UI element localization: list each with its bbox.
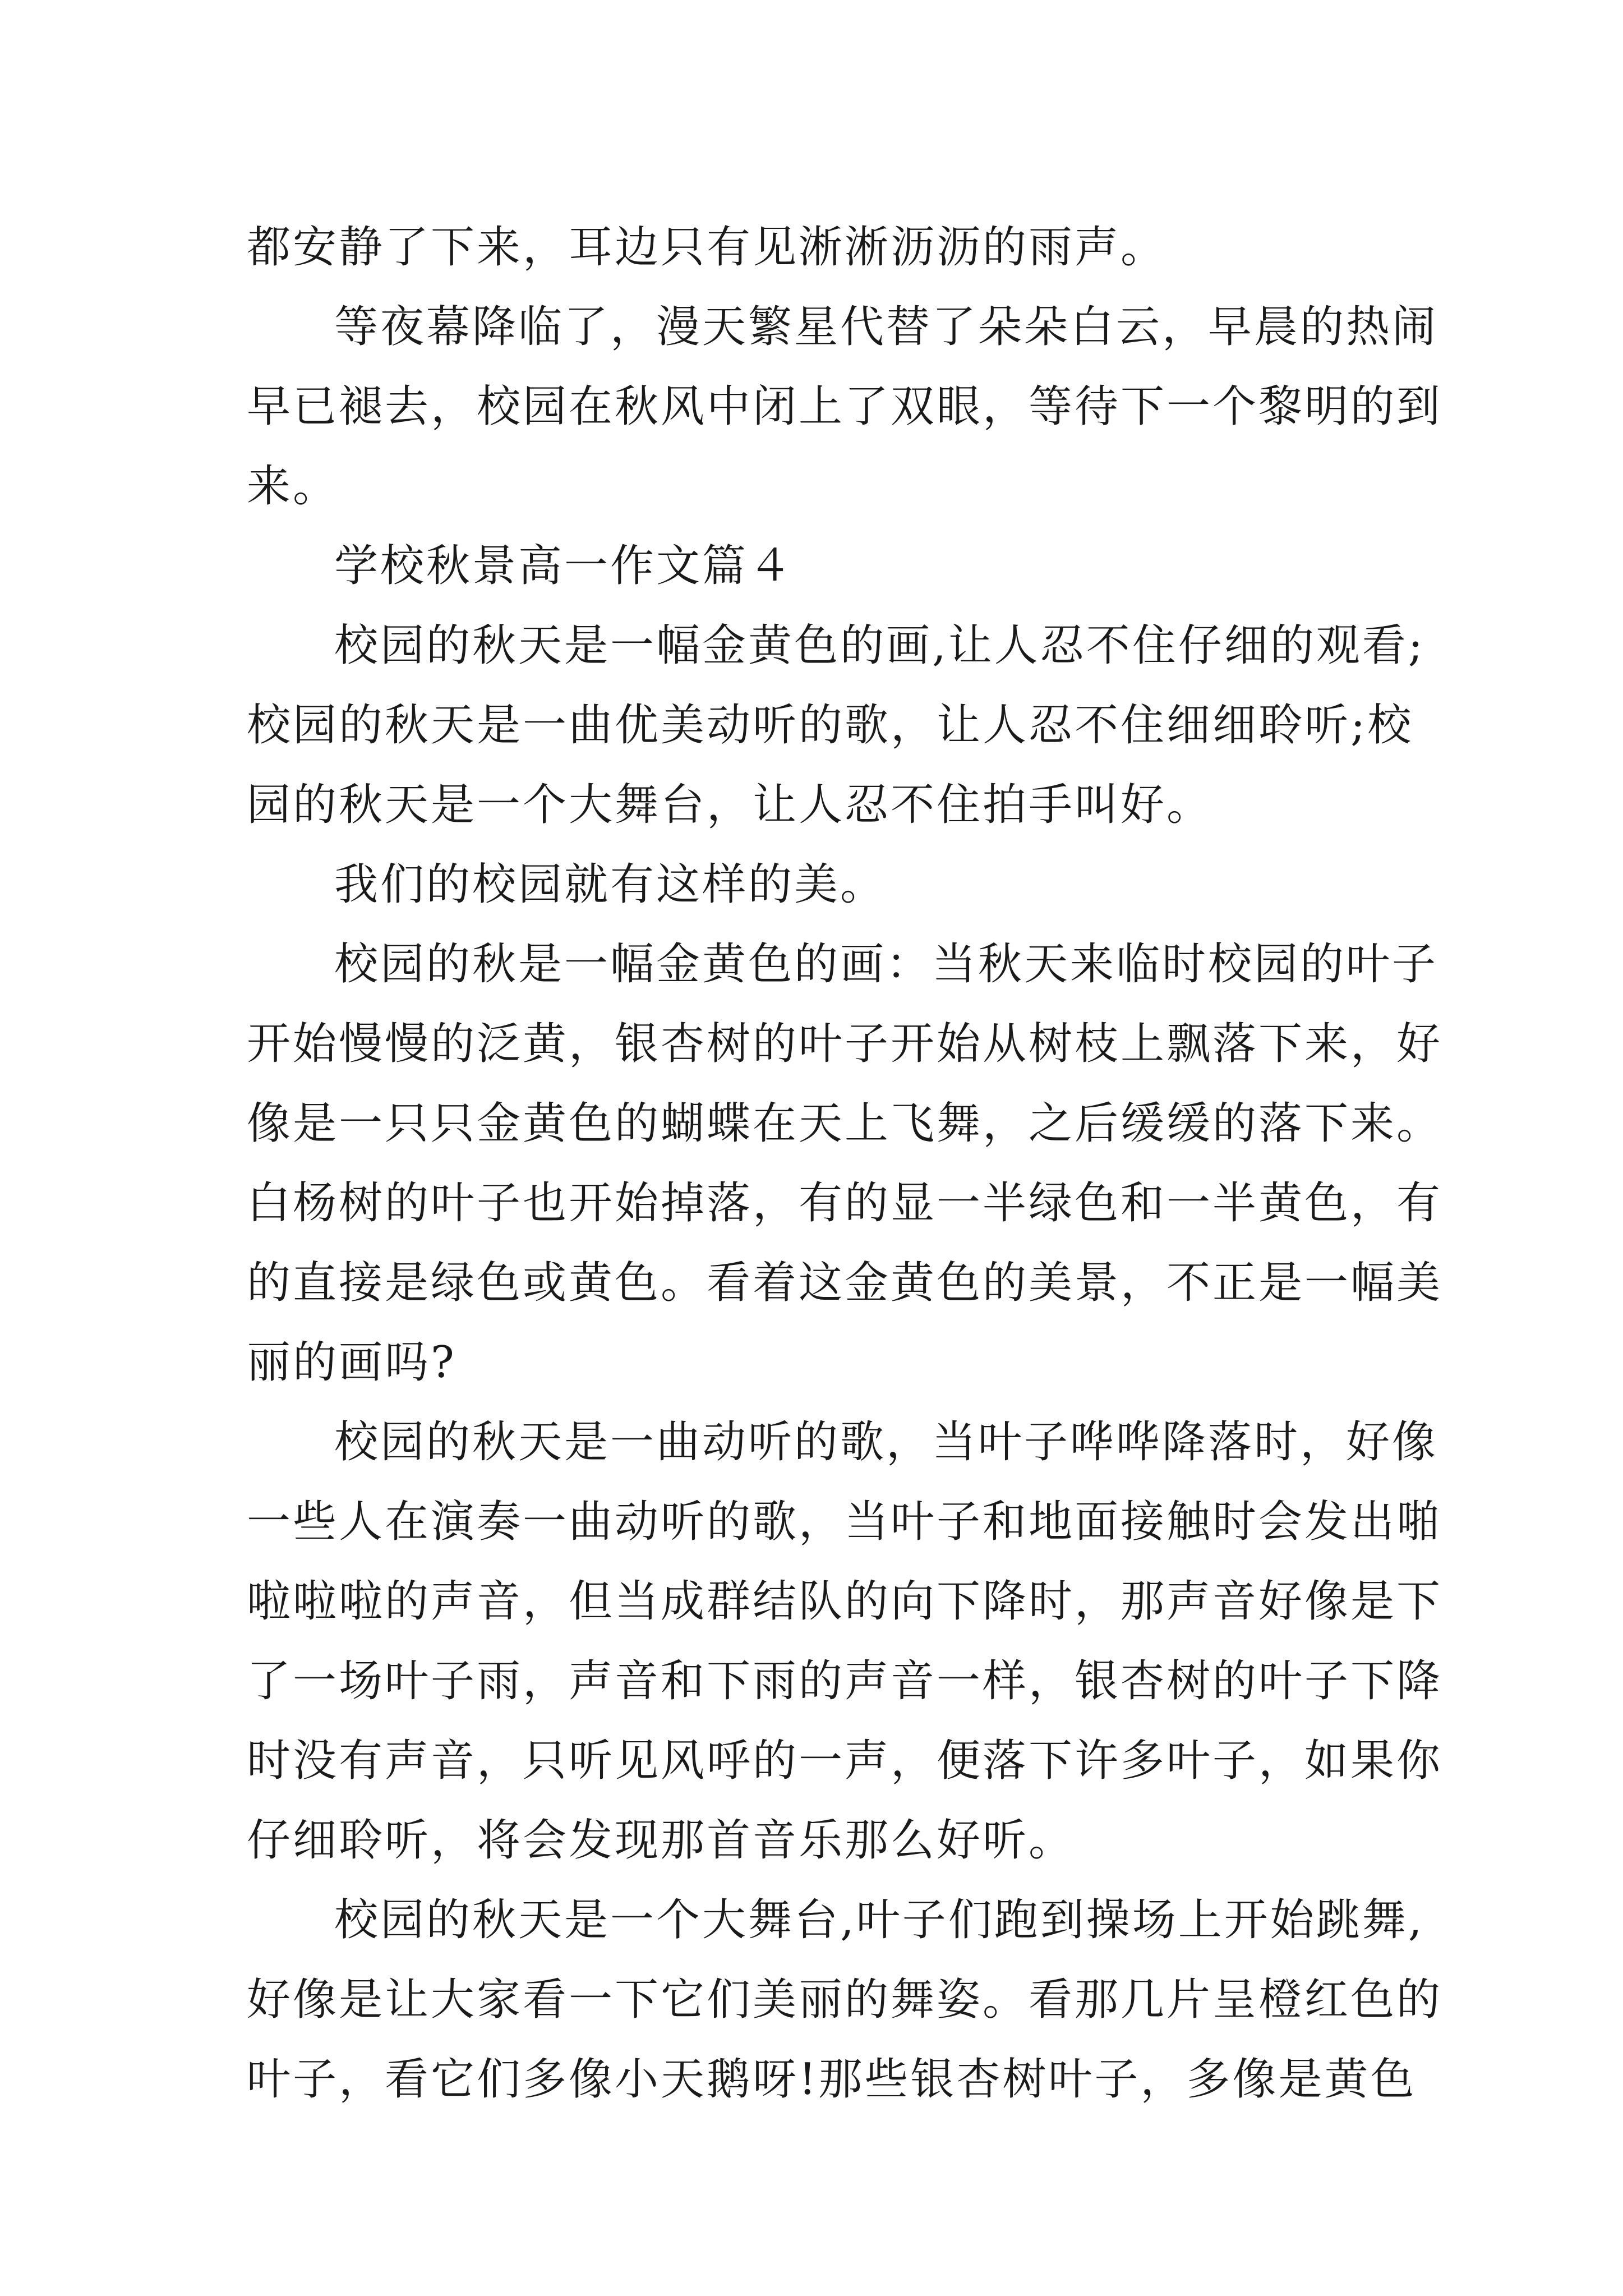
text-line: 校园的秋天是一个大舞台,叶子们跑到操场上开始跳舞, xyxy=(334,1895,1424,1945)
text-line: 仔细聆听，将会发现那首音乐那么好听。 xyxy=(247,1815,1075,1866)
text-line: 等夜幕降临了，漫天繁星代替了朵朵白云，早晨的热闹 xyxy=(334,302,1438,352)
text-line: 白杨树的叶子也开始掉落，有的显一半绿色和一半黄色，有 xyxy=(247,1178,1443,1228)
text-line: 丽的画吗? xyxy=(247,1337,457,1388)
text-line: 来。 xyxy=(247,461,339,512)
text-line: 好像是让大家看一下它们美丽的舞姿。看那几片呈橙红色的 xyxy=(247,1975,1443,2025)
document-body xyxy=(247,208,1443,2119)
text-line: 早已褪去，校园在秋风中闭上了双眼，等待下一个黎明的到 xyxy=(247,381,1443,432)
text-line: 校园的秋天是一曲动听的歌，当叶子哗哗降落时，好像 xyxy=(334,1417,1438,1467)
text-line: 啦啦啦的声音，但当成群结队的向下降时，那声音好像是下 xyxy=(247,1576,1443,1627)
text-line: 时没有声音，只听见风呼的一声，便落下许多叶子，如果你 xyxy=(247,1736,1443,1786)
section-heading: 学校秋景高一作文篇４ xyxy=(334,541,795,591)
text-line: 校园的秋是一幅金黄色的画：当秋天来临时校园的叶子 xyxy=(334,939,1438,990)
text-line: 校园的秋天是一幅金黄色的画,让人忍不住仔细的观看; xyxy=(334,620,1426,671)
text-line: 叶子，看它们多像小天鹅呀!那些银杏树叶子，多像是黄色 xyxy=(247,2054,1417,2105)
text-line: 园的秋天是一个大舞台，让人忍不住拍手叫好。 xyxy=(247,780,1213,830)
text-line: 的直接是绿色或黄色。看着这金黄色的美景，不正是一幅美 xyxy=(247,1258,1443,1308)
text-line: 都安静了下来，耳边只有见淅淅沥沥的雨声。 xyxy=(247,222,1167,273)
text-line: 一些人在演奏一曲动听的歌，当叶子和地面接触时会发出啪 xyxy=(247,1497,1443,1547)
text-line: 了一场叶子雨，声音和下雨的声音一样，银杏树的叶子下降 xyxy=(247,1656,1443,1706)
text-line: 校园的秋天是一曲优美动听的歌，让人忍不住细细聆听;校 xyxy=(247,700,1414,751)
text-line: 开始慢慢的泛黄，银杏树的叶子开始从树枝上飘落下来，好 xyxy=(247,1019,1443,1069)
text-line: 我们的校园就有这样的美。 xyxy=(334,859,887,910)
text-line: 像是一只只金黄色的蝴蝶在天上飞舞，之后缓缓的落下来。 xyxy=(247,1098,1443,1149)
